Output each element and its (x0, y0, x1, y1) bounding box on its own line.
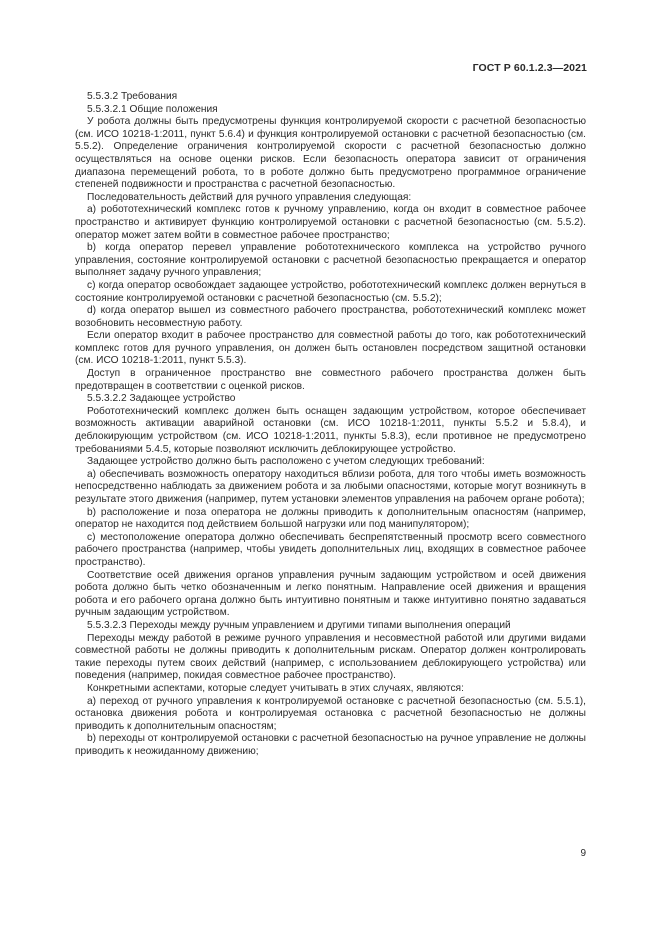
list-item: b) когда оператор перевел управление робототехнического комплекса на устройство ручного управления, состояние контролируемой остановки с расчетной безопасностью прекращается и оператор выполняет задачу ручного управления; (75, 242, 586, 279)
paragraph: У робота должны быть предусмотрены функция контролируемой скорости с расчетной безопасностью (см. ИСО 10218-1:2011, пункт 5.6.4) и функция контролируемой остановки с расчетной безопасностью (см. 5.5.2). Определение ограничения контролируемой скорости с расчетной безопасностью должно осуществляться на основе оценки рисков. Если безопасность оператора зависит от ограничения диапазона перемещений робота, то в роботе должно быть предусмотрено программное ограничение степеней подвижности и пространства с расчетной безопасностью. (75, 116, 586, 191)
paragraph: Если оператор входит в рабочее пространство для совместной работы до того, как робототехнический комплекс готов для ручного управления, он должен быть остановлен посредством защитной остановки (см. ИСО 10218-1:2011, пункт 5.5.3). (75, 330, 586, 367)
subsection-heading: 5.5.3.2.2 Задающее устройство (87, 393, 236, 405)
list-item: a) робототехнический комплекс готов к ручному управлению, когда он входит в совместное рабочее пространство и активирует функцию контролируемой остановки с расчетной безопасностью (см. 5.5.2). оператор может затем войти в совместное рабочее пространство; (75, 204, 586, 241)
paragraph: Конкретными аспектами, которые следует учитывать в этих случаях, являются: (87, 682, 464, 694)
list-item: a) переход от ручного управления к контролируемой остановке с расчетной безопасностью (см. 5.5.1), остановка движения робота и контролируемая остановка с расчетной безопасностью не должны приводить к дополнительным опасностям; (75, 695, 586, 732)
paragraph: Последовательность действий для ручного управления следующая: (87, 191, 412, 203)
document-header-id: ГОСТ Р 60.1.2.3—2021 (472, 62, 587, 74)
paragraph: Соответствие осей движения органов управления ручным задающим устройством и осей движения робота должно быть четко обозначенным и легко понятным. Направление осей движения и вращения робота и его рабочего органа должно быть интуитивно понятным и также интуитивно понятно задаваться ручным задающим устройством. (75, 569, 586, 619)
list-item: a) обеспечивать возможность оператору находиться вблизи робота, для того чтобы иметь возможность непосредственно наблюдать за движением робота и за любыми опасностями, которые могут возникнуть в результате этого движения (например, путем установки элементов управления на рабочем органе робота); (75, 468, 586, 505)
paragraph: Задающее устройство должно быть расположено с учетом следующих требований: (87, 456, 485, 468)
list-item: b) переходы от контролируемой остановки с расчетной безопасностью на ручное управление не должны приводить к неожиданному движению; (75, 733, 586, 757)
page-number: 9 (580, 848, 586, 859)
paragraph: Робототехнический комплекс должен быть оснащен задающим устройством, которое обеспечивает возможность активации аварийной остановки (см. ИСО 10218-1:2011, пункты 5.5.2 и 5.8.4), и деблокирующим устройством (см. ИСО 10218-1:2011, пункты 5.8.3), если противное не предусмотрено требованиями 5.4.5, которые позволяют исключить деблокирующее устройство. (75, 405, 586, 455)
subsection-heading: 5.5.3.2.1 Общие положения (87, 103, 218, 115)
paragraph: Переходы между работой в режиме ручного управления и несовместной работой или другими видами совместной работы не должны приводить к дополнительным рискам. Оператор должен контролировать такие переходы путем своих действий (например, с использованием деблокирующего устройства) или поведения (например, покидая совместное рабочее пространство). (75, 632, 586, 682)
subsection-heading: 5.5.3.2.3 Переходы между ручным управлением и другими типами выполнения операций (87, 619, 511, 631)
list-item: d) когда оператор вышел из совместного рабочего пространства, робототехнический комплекс может возобновить несовместную работу. (75, 305, 586, 329)
section-heading: 5.5.3.2 Требования (87, 91, 178, 102)
list-item: c) местоположение оператора должно обеспечивать беспрепятственный просмотр всего совместного рабочего пространства (например, чтобы увидеть дополнительных лиц, входящих в совместное рабочее пространство). (75, 531, 586, 568)
paragraph: Доступ в ограниченное пространство вне совместного рабочего пространства должен быть предотвращен в соответствии с оценкой рисков. (75, 368, 586, 392)
list-item: b) расположение и поза оператора не должны приводить к дополнительным опасностям (например, оператор не находится под действием большой нагрузки или под манипулятором); (75, 506, 586, 531)
document-body (75, 91, 586, 758)
list-item: c) когда оператор освобождает задающее устройство, робототехнический комплекс должен вернуться в состояние контролируемой остановки с расчетной безопасностью (см. 5.5.2); (75, 279, 586, 304)
